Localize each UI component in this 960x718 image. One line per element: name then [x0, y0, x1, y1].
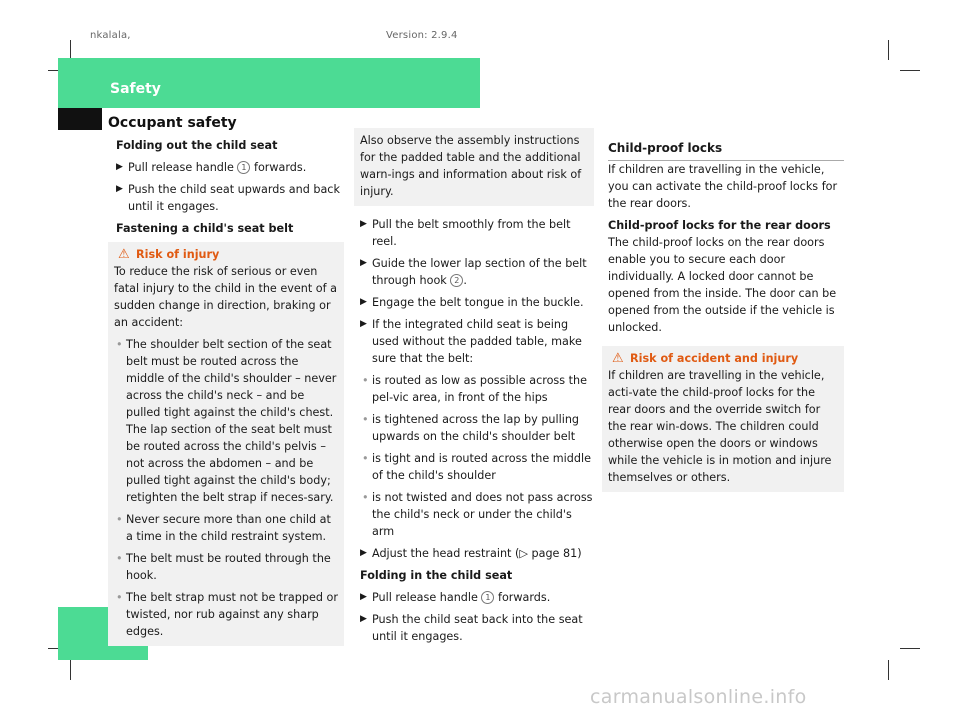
bullet-dot-icon: • — [362, 413, 369, 426]
heading-rear-doors: Child-proof locks for the rear doors — [608, 219, 831, 232]
bullet-dot-icon: • — [362, 452, 369, 465]
heading-fastening: Fastening a child's seat belt — [116, 222, 294, 235]
crop-mark — [900, 648, 920, 649]
section-marker — [58, 108, 102, 130]
step: ▶ Guide the lower lap section of the belt through hook 2 . — [360, 257, 587, 287]
warning-title: ⚠ Risk of accident and injury — [612, 351, 799, 366]
warning-box — [602, 346, 844, 492]
paragraph: If children are travelling in the vehicle, you can activate the child-proof locks for the rear doors. — [608, 163, 838, 210]
step: ▶ Pull release handle 1 forwards. — [116, 161, 307, 174]
column-2 — [360, 128, 594, 645]
warning-box — [108, 242, 344, 646]
step: ▶ Push the child seat upwards and back until it engages. — [116, 183, 340, 213]
warning-intro: To reduce the risk of serious or even fatal injury to the child in the event of a sudden change in direction, braking or an accident: — [114, 265, 337, 329]
step: ▶ Adjust the head restraint (▷ page 81) — [360, 547, 582, 560]
heading-folding-out: Folding out the child seat — [116, 139, 278, 152]
warning-triangle-icon: ⚠ — [118, 247, 130, 262]
bullet-dot-icon: • — [116, 591, 123, 604]
arrow-right-icon: ▶ — [116, 162, 123, 172]
list-item: • is tight and is routed across the middle of the child's shoulder — [362, 452, 591, 482]
author-meta: nkalala, — [90, 30, 131, 41]
section-title: Safety — [110, 81, 161, 97]
warning-triangle-icon: ⚠ — [612, 351, 624, 366]
list-item: • The belt must be routed through the hook. — [116, 552, 331, 582]
warning-title: ⚠ Risk of injury — [118, 247, 220, 262]
crop-mark — [888, 40, 889, 60]
section-heading-child-proof: Child-proof locks — [608, 140, 844, 161]
crop-mark — [70, 660, 71, 680]
note-text: Also observe the assembly instructions for the padded table and the additional warn-ings and information about risk of injury. — [360, 134, 582, 198]
crop-mark — [900, 70, 920, 71]
arrow-right-icon: ▶ — [360, 548, 367, 558]
arrow-right-icon: ▶ — [360, 319, 367, 329]
callout-number: 2 — [450, 274, 463, 287]
list-item: • The shoulder belt section of the seat belt must be routed across the middle of the child's shoulder – never across the child's neck – and be pulled tight against the child's chest. The lap section of the seat belt must be routed across the child's pelvis – not across the abdomen – and be pulled tight against the child's body; retighten the belt strap if neces-sary. — [116, 338, 337, 504]
step: ▶ Engage the belt tongue in the buckle. — [360, 296, 584, 309]
arrow-right-icon: ▶ — [360, 258, 367, 268]
page-reference-link[interactable]: ▷ page 81 — [519, 547, 578, 560]
arrow-right-icon: ▶ — [116, 184, 123, 194]
callout-number: 1 — [237, 161, 250, 174]
bullet-dot-icon: • — [116, 552, 123, 565]
warning-text: If children are travelling in the vehicle, acti-vate the child-proof locks for the rear doors and the override switch for the rear win-dows. The children could otherwise open the doors or windows while the vehicle is in motion and injure themselves or others. — [608, 369, 832, 484]
paragraph: The child-proof locks on the rear doors enable you to secure each door individually. A locked door cannot be opened from the inside. The door can be opened from the outside if the vehicle is unlocked. — [608, 236, 837, 334]
bullet-dot-icon: • — [116, 513, 123, 526]
column-1 — [116, 137, 344, 646]
step: ▶ If the integrated child seat is being used without the padded table, make sure that the belt: — [360, 318, 582, 365]
bullet-dot-icon: • — [362, 491, 369, 504]
crop-mark — [888, 660, 889, 680]
arrow-right-icon: ▶ — [360, 219, 367, 229]
column-3 — [608, 140, 844, 492]
subsection-title: Occupant safety — [108, 115, 237, 131]
step: ▶ Pull release handle 1 forwards. — [360, 591, 551, 604]
list-item: • is not twisted and does not pass across the child's neck or under the child's arm — [362, 491, 593, 538]
watermark: carmanualsonline.info — [590, 686, 807, 708]
list-item: • is routed as low as possible across the pel-vic area, in front of the hips — [362, 374, 587, 404]
bullet-dot-icon: • — [362, 374, 369, 387]
list-item: • is tightened across the lap by pulling upwards on the child's shoulder belt — [362, 413, 580, 443]
list-item: • The belt strap must not be trapped or twisted, nor rub against any sharp edges. — [116, 591, 338, 638]
note-box — [354, 128, 594, 206]
arrow-right-icon: ▶ — [360, 614, 367, 624]
step: ▶ Push the child seat back into the seat until it engages. — [360, 613, 583, 643]
bullet-dot-icon: • — [116, 338, 123, 351]
step: ▶ Pull the belt smoothly from the belt reel. — [360, 218, 571, 248]
callout-number: 1 — [481, 591, 494, 604]
heading-folding-in: Folding in the child seat — [360, 569, 513, 582]
list-item: • Never secure more than one child at a time in the child restraint system. — [116, 513, 331, 543]
version-meta: Version: 2.9.4 — [386, 30, 458, 41]
arrow-right-icon: ▶ — [360, 592, 367, 602]
arrow-right-icon: ▶ — [360, 297, 367, 307]
crop-mark — [70, 40, 71, 60]
